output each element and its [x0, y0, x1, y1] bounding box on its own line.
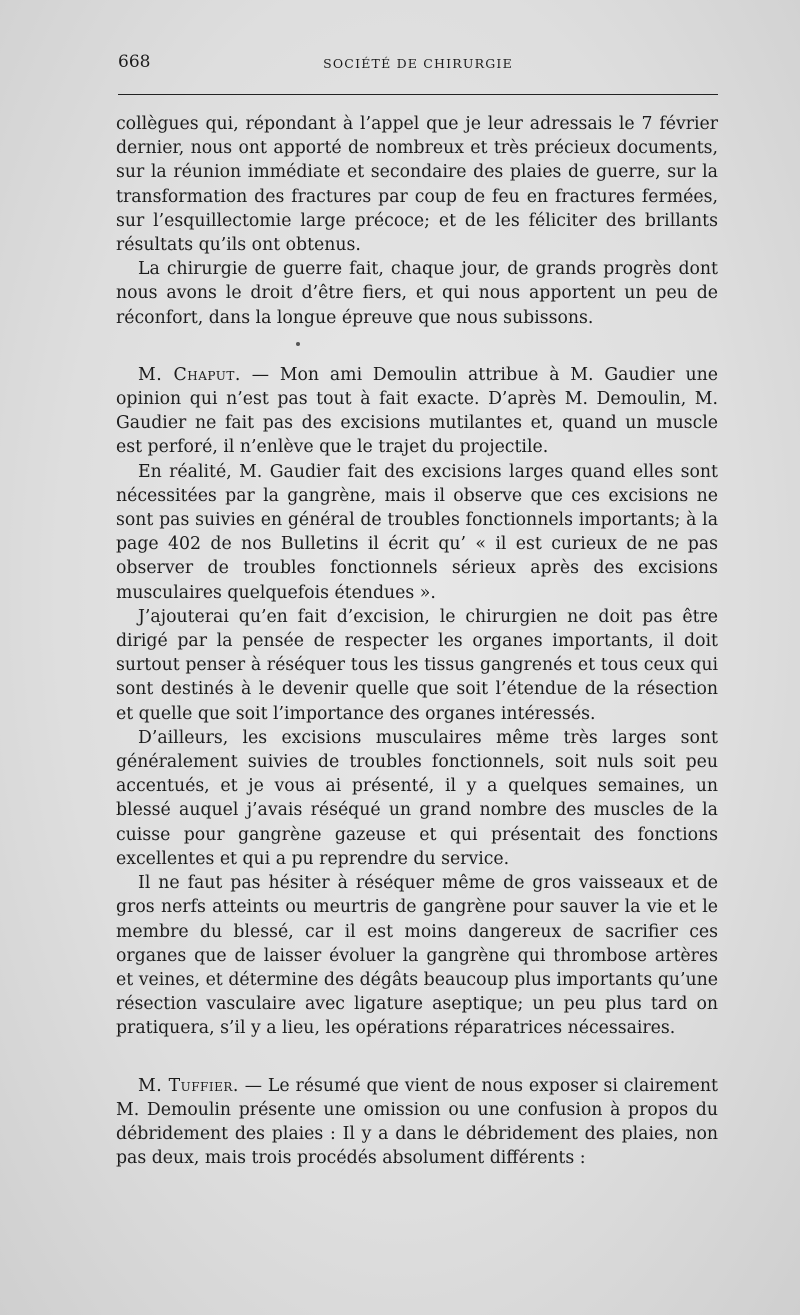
- paragraph: D’ailleurs, les excisions musculaires même très larges sont généralement suivies de troubles fonctionnels, soit nuls soit peu accentués, et je vous ai présenté, il y a quelques semaines, un blessé auquel j’avais réséqué un grand nombre des muscles de la cuisse pour gangrène gazeuse et qui présentait des fonctions excellentes et qui a pu reprendre du service.: [116, 727, 718, 869]
- paragraph: Il ne faut pas hésiter à réséquer même de gros vaisseaux et de gros nerfs atteints ou meurtris de gangrène pour sauver la vie et le membre du blessé, car il est moins dangereux de sacrifier ces organes que de laisser évoluer la gangrène qui thrombose artères et veines, et détermine des dégâts beaucoup plus importants qu’une résection vasculaire avec ligature aseptique; un peu plus tard on pratiquera, s’il y a lieu, les opérations réparatrices nécessaires.: [116, 873, 718, 1039]
- running-head: [118, 52, 718, 82]
- running-title: SOCIÉTÉ DE CHIRURGIE: [323, 56, 513, 71]
- speaker-name: M. Tuffier.: [138, 1075, 239, 1096]
- body-text: [116, 112, 718, 1170]
- speaker-text: — Mon ami Demoulin attribue à M. Gaudier une opinion qui n’est pas tout à fait exacte. D’après M. Demoulin, M. Gaudier ne fait pas des excisions mutilantes et, quand un muscle est perforé, il n’enlève que le trajet du projectile.: [116, 364, 718, 458]
- paragraph-speaker-tuffier: [116, 1074, 718, 1171]
- paragraph: En réalité, M. Gaudier fait des excisions larges quand elles sont nécessitées par la gangrène, mais il observe que ces excisions ne sont pas suivies en général de troubles fonctionnels importants; à la page 402 de nos Bulletins il écrit qu’ « il est curieux de ne pas observer de troubles fonctionnels sérieux après des excisions musculaires quelquefois étendues ».: [116, 461, 718, 603]
- ink-fleck: [296, 342, 300, 346]
- header-rule: [118, 94, 718, 95]
- paragraph: La chirurgie de guerre fait, chaque jour, de grands progrès dont nous avons le droit d’être fiers, et qui nous apportent un peu de réconfort, dans la longue épreuve que nous subissons.: [116, 259, 718, 328]
- section-gap: [116, 330, 718, 363]
- speaker-name: M. Chaput.: [138, 364, 241, 385]
- section-gap: [116, 1041, 718, 1074]
- paragraph: J’ajouterai qu’en fait d’excision, le chirurgien ne doit pas être dirigé par la pensée de respecter les organes importants, il doit surtout penser à réséquer tous les tissus gangrenés et tous ceux qui sont destinés à le devenir quelle que soit l’étendue de la résection et quelle que soit l’importance des organes intéressés.: [116, 606, 718, 724]
- paragraph-continuation: collègues qui, répondant à l’appel que je leur adressais le 7 février dernier, nous ont apporté de nombreux et très précieux documents, sur la réunion immédiate et secondaire des plaies de guerre, sur la transformation des fractures par coup de feu en fractures fermées, sur l’esquillectomie large précoce; et de les féliciter des brillants résultats qu’ils ont obtenus.: [116, 114, 718, 256]
- page-number: 668: [118, 52, 151, 72]
- speaker-text: — Le résumé que vient de nous exposer si clairement M. Demoulin présente une omission ou une confusion à propos du débridement des plaies : Il y a dans le débridement des plaies, non pas deux, mais trois procédés absolument différents :: [116, 1075, 718, 1169]
- paragraph-speaker-chaput: [116, 363, 718, 460]
